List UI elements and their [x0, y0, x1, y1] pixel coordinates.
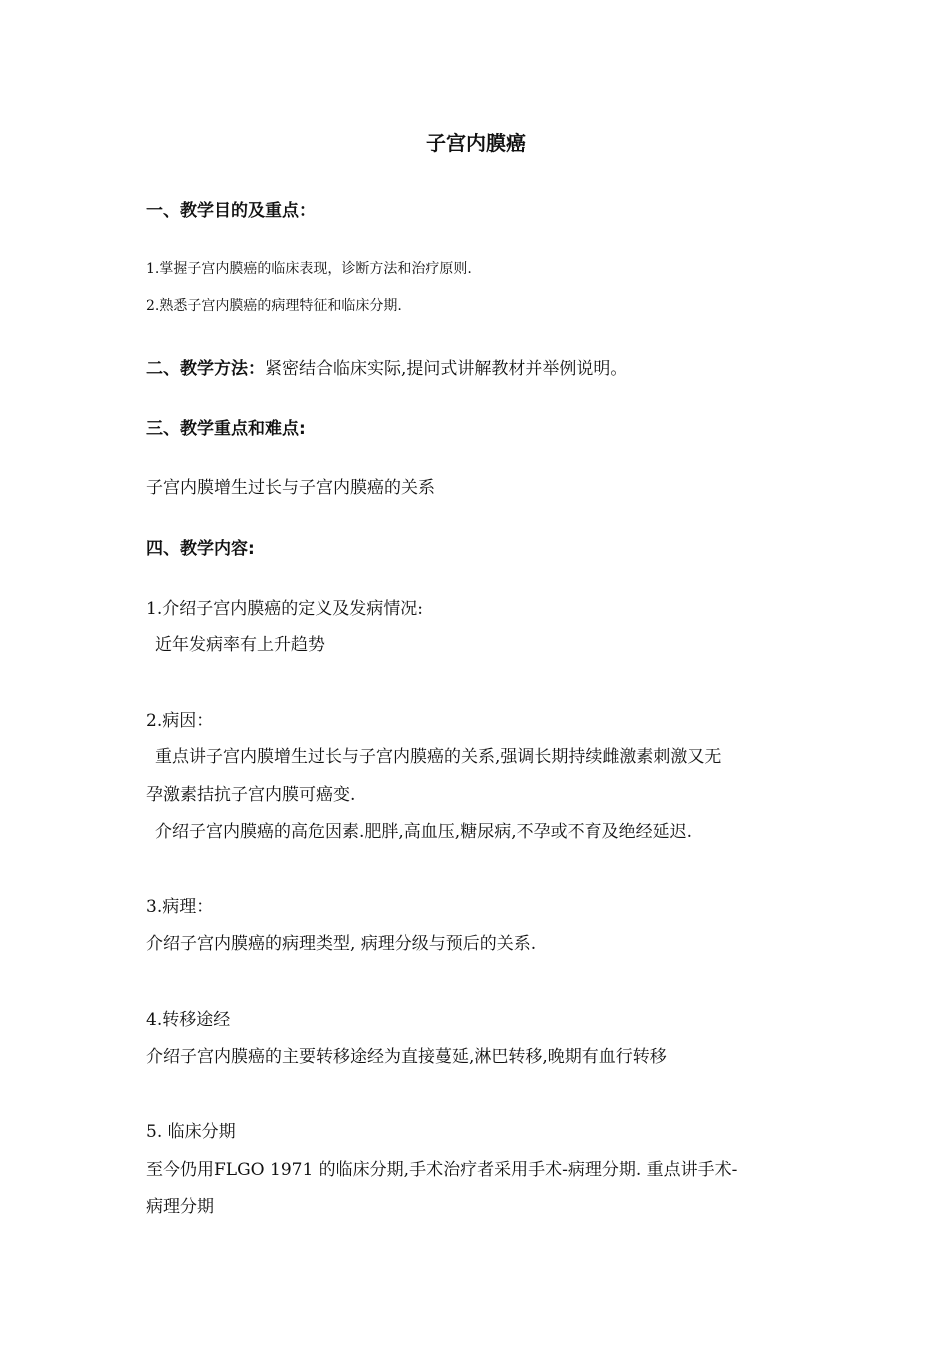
content-5-line-2: 病理分期 — [146, 1197, 214, 1217]
content-3-text: 介绍子宫内膜癌的病理类型, 病理分级与预后的关系. — [146, 934, 537, 954]
section-heading-content: 四、教学内容: — [146, 539, 255, 559]
content-2-title: 2.病因： — [146, 711, 214, 731]
content-3-title: 3.病理： — [146, 897, 214, 917]
methods-heading-label: 二、教学方法： — [146, 359, 265, 379]
content-5-title: 5. 临床分期 — [146, 1122, 236, 1142]
page-title: 子宫内膜癌 — [426, 131, 526, 155]
methods-text: 紧密结合临床实际,提问式讲解教材并举例说明。 — [265, 359, 628, 379]
objective-item-1: 1.掌握子宫内膜癌的临床表现，诊断方法和治疗原则. — [146, 261, 472, 277]
content-1-text: 近年发病率有上升趋势 — [155, 635, 325, 655]
content-2-line-1: 重点讲子宫内膜增生过长与子宫内膜癌的关系,强调长期持续雌激素刺激又无 — [155, 747, 722, 767]
content-1-title: 1.介绍子宫内膜癌的定义及发病情况: — [146, 599, 423, 619]
section-heading-objectives: 一、教学目的及重点： — [146, 201, 316, 221]
content-4-title: 4.转移途经 — [146, 1010, 231, 1030]
content-2-line-3: 介绍子宫内膜癌的高危因素.肥胖,高血压,糖尿病,不孕或不育及绝经延迟. — [155, 822, 693, 842]
content-2-line-2: 孕激素拮抗子宫内膜可癌变. — [146, 785, 356, 805]
section-heading-key-points: 三、教学重点和难点: — [146, 419, 306, 439]
content-4-text: 介绍子宫内膜癌的主要转移途经为直接蔓延,淋巴转移,晚期有血行转移 — [146, 1047, 667, 1067]
objective-item-2: 2.熟悉子宫内膜癌的病理特征和临床分期. — [146, 298, 402, 314]
section-heading-methods — [146, 354, 627, 379]
content-5-line-1: 至今仍用FLGO 1971 的临床分期,手术治疗者采用手术-病理分期. 重点讲手术- — [146, 1160, 738, 1180]
key-points-text: 子宫内膜增生过长与子宫内膜癌的关系 — [146, 478, 435, 498]
